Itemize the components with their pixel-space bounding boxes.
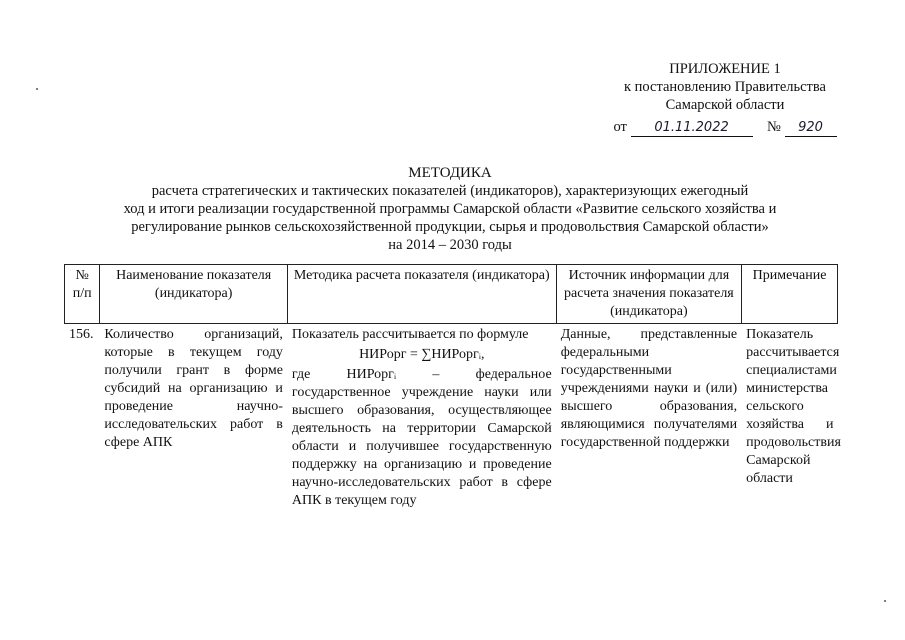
appendix-line-2: к постановлению Правительства [624,79,826,95]
table-row [65,324,838,513]
cell-source: Данные, представленные федеральными государственными учреждениями науки и (или) высшего образования, являющимися получателями государственной поддержки [560,327,738,450]
header-source: Источник информации для расчета значения показателя (индикатора) [556,265,741,324]
heading-title: МЕТОДИКА [408,165,492,181]
table-header-row [65,265,838,324]
appendix-title: ПРИЛОЖЕНИЕ 1 [669,61,781,77]
method-formula: НИРорг = ∑НИРоргᵢ, [359,347,485,362]
heading-line-3: регулирование рынков сельскохозяйственной продукции, сырья и продовольствия Самарской области» [131,219,769,235]
document-heading [90,164,810,254]
scan-speck [884,600,886,602]
cell-num: 156. [69,327,94,342]
header-name: Наименование показателя (индикатора) [100,265,288,324]
scan-speck [36,88,38,90]
method-intro: Показатель рассчитывается по формуле [291,327,529,342]
heading-line-1: расчета стратегических и тактических показателей (индикаторов), характеризующих ежегодный [151,183,749,199]
appendix-block [560,60,890,137]
appendix-line-3: Самарской области [665,97,785,113]
date-prefix: от [613,119,627,135]
heading-line-2: ход и итоги реализации государственной программы Самарской области «Развитие сельского хозяйства и [123,201,777,217]
date-value: 01.11.2022 [631,120,753,137]
header-num: № п/п [65,265,100,324]
number-value: 920 [785,120,837,137]
indicator-table [64,264,841,512]
cell-method [287,324,556,513]
number-prefix: № [767,119,781,135]
cell-note: Показатель рассчитывается специалистами министерства сельского хозяйства и продовольствия Самарской области [746,327,841,486]
appendix-date-line [560,118,890,137]
cell-name: Количество организаций, которые в текущем году получили грант в форме субсидий на организацию и проведение научно-исследовательских работ в сфере АПК [104,327,283,450]
header-method: Методика расчета показателя (индикатора) [287,265,556,324]
method-definition: где НИРоргᵢ – федеральное государственное учреждение науки или высшего образования, осуществляющее деятельность на территории Самарской области и получившее государственную поддержку на организацию и проведение научно-исследовательских работ в сфере АПК в текущем году [291,367,552,508]
heading-line-4: на 2014 – 2030 годы [388,237,512,253]
header-note: Примечание [742,265,838,324]
